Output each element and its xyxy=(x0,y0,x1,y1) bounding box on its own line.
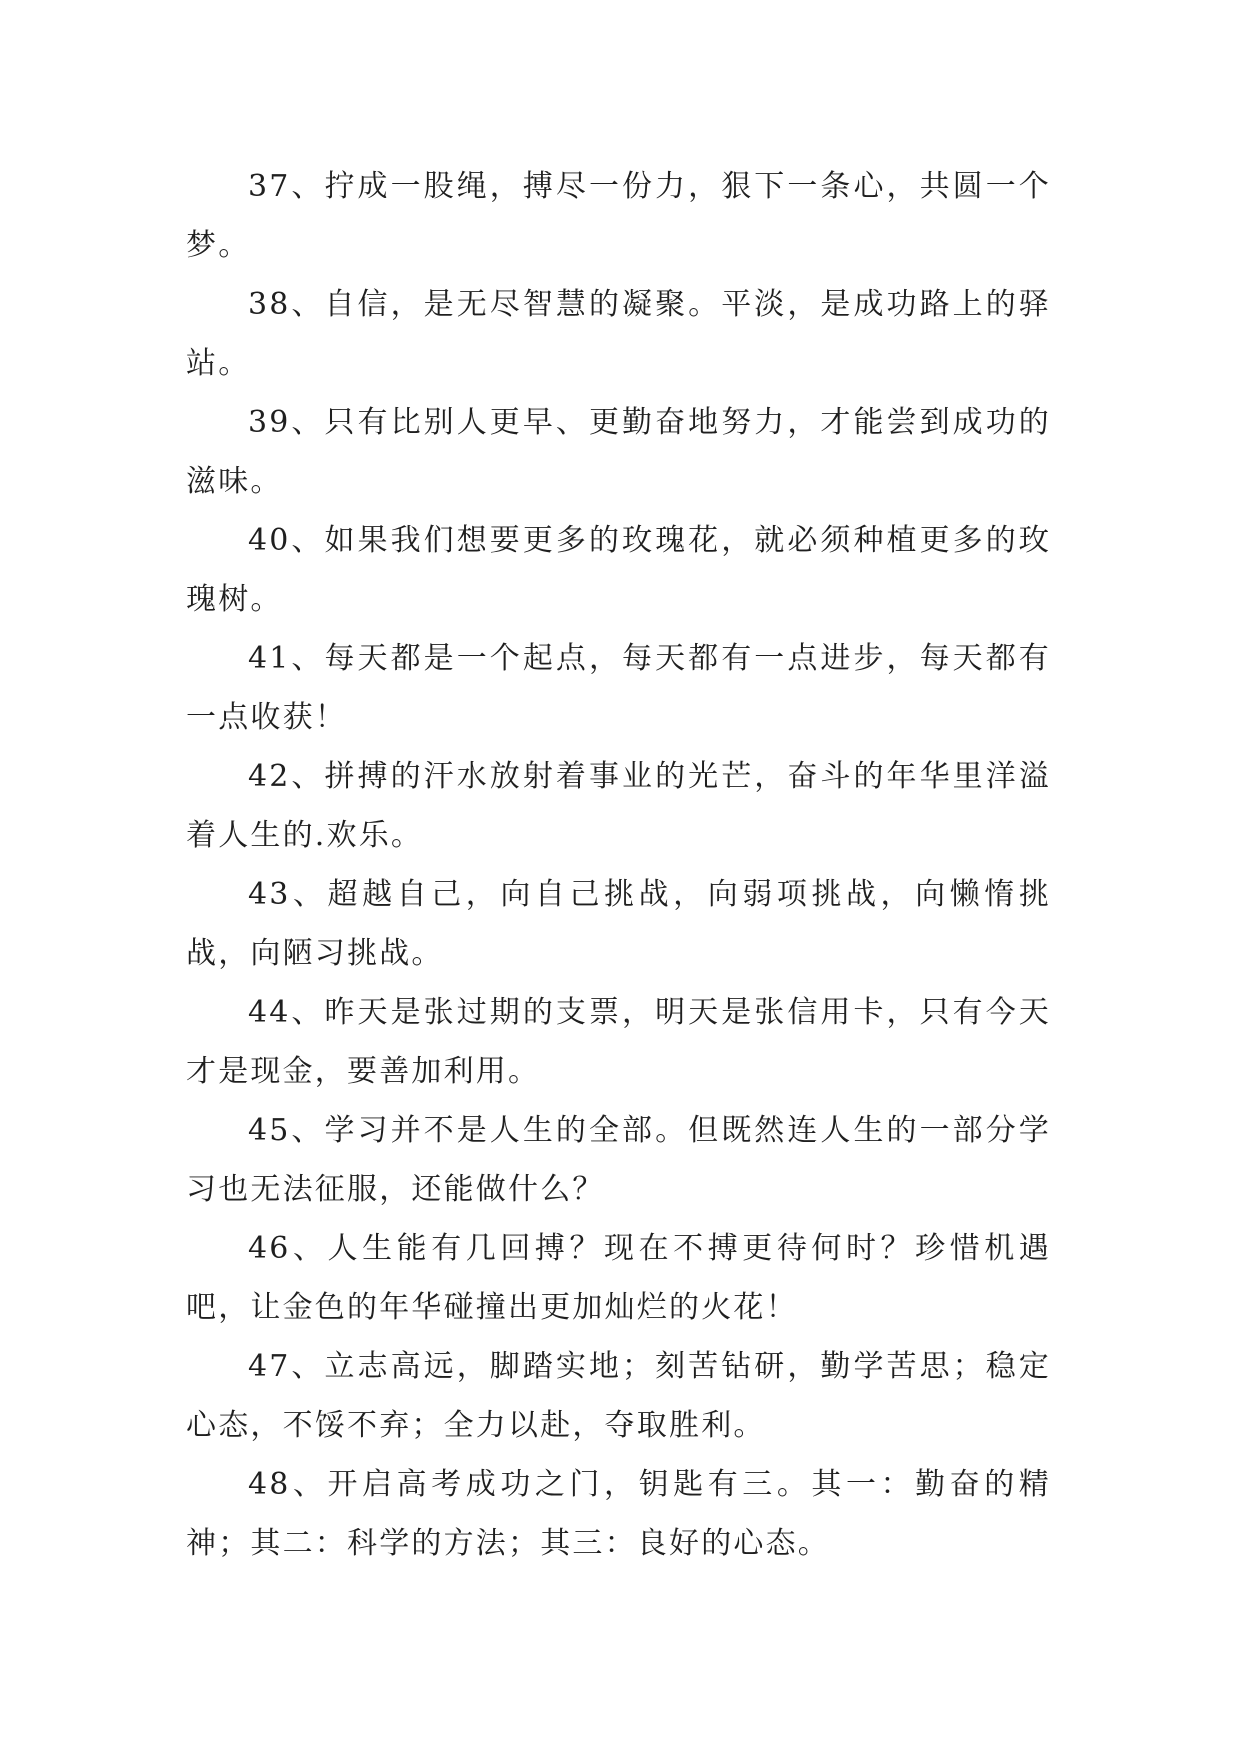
paragraph-46: 46、人生能有几回搏？现在不搏更待何时？珍惜机遇吧，让金色的年华碰撞出更加灿烂的火花！ xyxy=(186,1231,1051,1325)
paragraph-48: 48、开启高考成功之门，钥匙有三。其一：勤奋的精神；其二：科学的方法；其三：良好的心态。 xyxy=(186,1467,1051,1561)
paragraph-43: 43、超越自己，向自己挑战，向弱项挑战，向懒惰挑战，向陋习挑战。 xyxy=(186,877,1051,971)
paragraph-45: 45、学习并不是人生的全部。但既然连人生的一部分学习也无法征服，还能做什么？ xyxy=(186,1113,1051,1207)
document-body xyxy=(186,157,1051,1573)
paragraph-47: 47、立志高远，脚踏实地；刻苦钻研，勤学苦思；稳定心态，不馁不弃；全力以赴，夺取胜利。 xyxy=(186,1349,1051,1443)
paragraph-39: 39、只有比别人更早、更勤奋地努力，才能尝到成功的滋味。 xyxy=(186,405,1051,499)
paragraph-40: 40、如果我们想要更多的玫瑰花，就必须种植更多的玫瑰树。 xyxy=(186,523,1051,617)
paragraph-38: 38、自信，是无尽智慧的凝聚。平淡，是成功路上的驿站。 xyxy=(186,287,1051,381)
paragraph-44: 44、昨天是张过期的支票，明天是张信用卡，只有今天才是现金，要善加利用。 xyxy=(186,995,1051,1089)
paragraph-42: 42、拼搏的汗水放射着事业的光芒，奋斗的年华里洋溢着人生的.欢乐。 xyxy=(186,759,1051,853)
paragraph-37: 37、拧成一股绳，搏尽一份力，狠下一条心，共圆一个梦。 xyxy=(186,169,1051,263)
paragraph-41: 41、每天都是一个起点，每天都有一点进步，每天都有一点收获！ xyxy=(186,641,1051,735)
